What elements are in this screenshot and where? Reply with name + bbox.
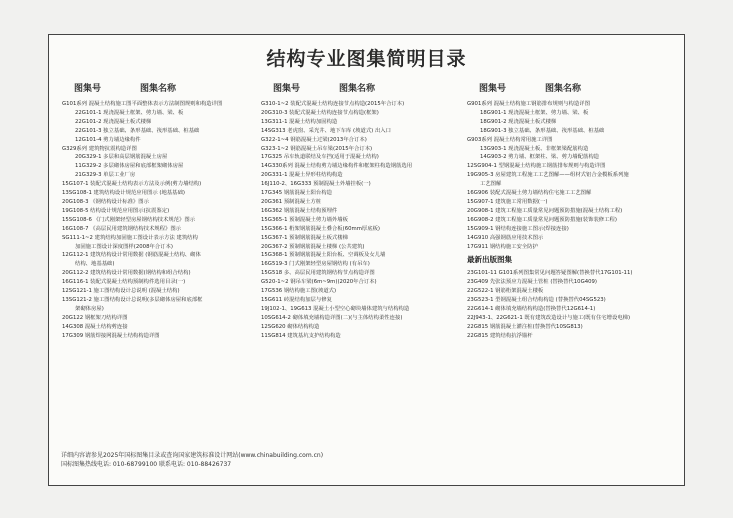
catalog-entry: 16G906 装配式混凝土剪力墙结构住宅施工工艺图解 bbox=[467, 190, 592, 197]
catalog-entry: 18G901-2 现浇混凝土板式楼梯 bbox=[480, 118, 557, 125]
catalog-entry: 20G310-3 装配式混凝土结构连接节点构造(框架) bbox=[261, 109, 379, 116]
catalog-entry: 15G909-1 钢结构连接施工图示(焊接连接) bbox=[467, 225, 569, 232]
catalog-entry: 加固施工图设计深度图样(2008年合订本) bbox=[75, 243, 173, 250]
column-2 bbox=[261, 81, 461, 340]
catalog-entry: 15G518 多、高层民用建筑钢结构节点构造详图 bbox=[261, 270, 375, 277]
catalog-entry: 17G309 钢筋焊接网混凝土结构构造详图 bbox=[62, 332, 160, 339]
catalog-entry: 12SG121-1 施工图结构设计总说明 (混凝土结构) bbox=[62, 288, 180, 295]
catalog-entry: 15G107-1 装配式混凝土结构表示方法及示例(剪力墙结构) bbox=[62, 181, 202, 188]
catalog-entry: 23G409 先张法预应力混凝土管桩 (替换替代10G409) bbox=[467, 279, 598, 286]
catalog-entry: G322-1~4 钢筋混凝土过梁(2013年合订本) bbox=[261, 136, 367, 143]
catalog-entry: 23G523-1 型钢混凝土组合结构构造 (替换替代04SG523) bbox=[467, 297, 606, 304]
header-name: 图集名称 bbox=[140, 84, 177, 94]
column-header bbox=[62, 81, 256, 94]
catalog-entry: 12G101-4 剪力墙边缘构件 bbox=[75, 136, 141, 143]
header-name: 图集名称 bbox=[545, 84, 582, 94]
header-number: 图集号 bbox=[74, 84, 102, 94]
catalog-entry: 22G101-1 现浇混凝土框架、剪力墙、梁、板 bbox=[75, 109, 184, 116]
catalog-entry: 15SG108-6 《门式刚架轻型房屋钢结构技术规范》图示 bbox=[62, 216, 196, 223]
catalog-entry: 20G361 预制混凝土方桩 bbox=[261, 198, 322, 205]
catalog-entry: 11SG814 建筑基坑支护结构构造 bbox=[261, 332, 341, 339]
catalog-entry: G329系列 建筑物抗震构造详图 bbox=[62, 145, 137, 152]
column-header bbox=[261, 81, 461, 94]
catalog-entry: 20G108-3 《钢结构设计标准》图示 bbox=[62, 198, 149, 205]
catalog-entry: 12G112-1 建筑结构设计常用数据 (钢筋混凝土结构、砌体 bbox=[62, 252, 201, 259]
catalog-entry: 16G116-1 装配式混凝土结构预制构件选用目录(一) bbox=[62, 279, 186, 286]
catalog-list bbox=[261, 100, 461, 340]
catalog-entry: 14SG313 老虎窗、采光井、地下车库 (坡道式) 出入口 bbox=[261, 127, 391, 134]
catalog-entry: 22J943-1、22G621-1 既有建筑改造设计与施工(既有住宅增设电梯) bbox=[467, 314, 631, 321]
catalog-entry: G903系列 混凝土结构常用施工详图 bbox=[467, 136, 553, 143]
catalog-entry: 20G908-1 建筑工程施工质量常见问题预防措施(混凝土结构工程) bbox=[467, 207, 623, 214]
catalog-entry: 20G122 钢框架刀结构详图 bbox=[62, 314, 128, 321]
catalog-entry: G520-1~2 钢吊车梁(6m~9m)(2020年合订本) bbox=[261, 279, 377, 286]
catalog-entry: 15G907-1 建筑施工常用数据(一) bbox=[467, 198, 548, 205]
catalog-entry: 17G911 钢结构施工安全防护 bbox=[467, 243, 538, 250]
footer-website-note: 详细内容请参见2025年国标图集目录或查询国家建筑标准设计网站(www.chinabuilding.com.cn) bbox=[61, 452, 324, 459]
catalog-entry: 19G905-3 房屋建筑工程施工工艺图解——组材式铝合金模板系列施 bbox=[467, 172, 629, 179]
catalog-entry: 13SG108-1 建筑结构设计规范应用图示 (地基基础) bbox=[62, 190, 185, 197]
catalog-frame bbox=[48, 34, 685, 486]
catalog-entry: 16G108-7 《高层民用建筑钢结构技术规程》图示 bbox=[62, 225, 182, 232]
catalog-entry: G901系列 混凝土结构施工钢筋排布规则与构造详图 bbox=[467, 101, 590, 107]
catalog-entry: 22G815 建筑结构抗浮锚杆 bbox=[467, 332, 533, 339]
catalog-entry: 22G815 钢筋混凝土灌注桩(替换替代10SG813) bbox=[467, 323, 583, 330]
catalog-entry: G323-1~2 钢筋混凝土吊车梁(2015年合订本) bbox=[261, 145, 373, 152]
page-title: 结构专业图集简明目录 bbox=[266, 48, 467, 70]
catalog-list bbox=[62, 100, 256, 340]
catalog-entry: 14G330系列 混凝土结构剪力墙边缘构件和框架柱构造钢筋选用 bbox=[261, 163, 413, 170]
catalog-entry: 16G362 钢筋混凝土结构预埋件 bbox=[261, 207, 338, 214]
catalog-entry: 12SG904-1 型钢混凝土结构施工钢筋排布规则与构造详图 bbox=[467, 163, 606, 170]
catalog-entry: 14G903-2 剪力墙、框架柱、梁、剪力墙配筋构造 bbox=[480, 154, 600, 161]
catalog-entry: 15G367-1 预制钢筋混凝土板式楼梯 bbox=[261, 234, 348, 241]
catalog-entry: 结构、地基基础) bbox=[75, 261, 115, 268]
catalog-entry: 15G368-1 预制钢筋混凝土阳台板、空调板及女儿墙 bbox=[261, 252, 386, 259]
footer bbox=[61, 451, 323, 469]
catalog-entry: 22G614-1 砌体填充墙结构构造(替换替代12G614-1) bbox=[467, 306, 596, 313]
column-3 bbox=[467, 81, 681, 341]
column-1 bbox=[62, 81, 256, 340]
catalog-entry: 20G112-2 建筑结构设计常用数据(钢结构和组合结构) bbox=[62, 270, 191, 277]
catalog-entry: 14G308 混凝土结构剪连接 bbox=[62, 323, 128, 330]
catalog-entry: 12SG620 砌体结构构造 bbox=[261, 323, 320, 330]
catalog-entry: 10SG614-2 砌体填充墙构造详图(二)(与主体结构柔性连接) bbox=[261, 314, 403, 321]
catalog-entry: 20G367-2 预制钢筋混凝土楼梯 (公共建筑) bbox=[261, 243, 365, 250]
catalog-entry: 14G910 高强钢筋应用技术图示 bbox=[467, 234, 544, 241]
catalog-entry: 架砌体房屋) bbox=[75, 305, 104, 312]
catalog-entry: 17G345 钢筋混凝土阳台构造 bbox=[261, 190, 332, 197]
catalog-entry: 13G311-1 混凝土结构加固构造 bbox=[261, 118, 338, 125]
catalog-entry: 11G329-2 多层砌体房屋和底部框架砌体房屋 bbox=[75, 163, 184, 170]
catalog-entry: 18G901-1 现浇混凝土框架、剪力墙、梁、板 bbox=[480, 109, 589, 116]
catalog-entry: 16G519-3 门式刚架轻型房屋钢结构 (有吊车) bbox=[261, 261, 370, 268]
catalog-entry: 20G329-1 多层和高层钢筋混凝土房屋 bbox=[75, 154, 168, 161]
catalog-list bbox=[467, 100, 681, 251]
catalog-entry: G101系列 混凝土结构施工图平面整体表示方法制图规则和构造详图 bbox=[62, 101, 223, 107]
header-number: 图集号 bbox=[479, 84, 507, 94]
catalog-entry: 13G903-1 现浇混凝土板、非框架梁配筋构造 bbox=[480, 145, 589, 152]
column-header bbox=[467, 81, 681, 94]
catalog-entry: 15G611 砖混结构加层与修复 bbox=[261, 296, 332, 303]
catalog-entry: 23G101-11 G101系列图集常见问题答疑图解(替换替代17G101-11) bbox=[467, 270, 633, 277]
footer-phone-line: 国标图集热线电话: 010-68799100 联系电话: 010-88426737 bbox=[61, 461, 232, 468]
catalog-entry: G310-1~2 装配式混凝土结构连接节点构造(2015年合订本) bbox=[261, 101, 405, 107]
catalog-entry: 16J110-2、16G333 预制混凝土外墙挂板(一) bbox=[261, 181, 371, 188]
catalog-entry: 22G522-1 钢筋桁架混凝土楼板 bbox=[467, 288, 544, 295]
catalog-entry: 22G101-2 现浇混凝土板式楼梯 bbox=[75, 118, 152, 125]
catalog-entry: 13SG121-2 施工图结构设计总说明(多层砌体房屋和底部框 bbox=[62, 296, 203, 303]
new-publications-list bbox=[467, 269, 681, 340]
catalog-entry: 21G329-3 单层工业厂房 bbox=[75, 172, 136, 179]
catalog-entry: 17G536 钢结构施工图(坡道式) bbox=[261, 288, 337, 295]
catalog-entry: SG111-1~2 建筑结构加固施工图设计表示方法 建筑结构 bbox=[62, 234, 198, 241]
catalog-entry: 15G366-1 桁架钢筋混凝土叠合板(60mm厚底板) bbox=[261, 225, 381, 232]
catalog-entry: 15G365-1 预制混凝土剪力墙外墙板 bbox=[261, 216, 348, 223]
header-name: 图集名称 bbox=[339, 84, 376, 94]
catalog-entry: 19J102-1、19G613 混凝土小型空心砌块墙体建筑与结构构造 bbox=[261, 305, 410, 312]
catalog-entry: 17G325 吊车轨道联结及车挡(适用于混凝土结构) bbox=[261, 154, 379, 161]
catalog-entry: 16G908-2 建筑工程施工质量常见问题预防措施(装饰装修工程) bbox=[467, 216, 617, 223]
catalog-entry: 工艺图解 bbox=[480, 181, 502, 188]
catalog-entry: 19G108-5 结构设计规范应用图示(抗震鉴定) bbox=[62, 207, 170, 214]
header-number: 图集号 bbox=[273, 84, 301, 94]
new-publications-heading: 最新出版图集 bbox=[467, 255, 512, 265]
catalog-entry: 22G101-3 独立基础、条形基础、筏形基础、桩基础 bbox=[75, 127, 200, 134]
catalog-entry: 18G901-3 独立基础、条形基础、筏形基础、桩基础 bbox=[480, 127, 605, 134]
catalog-entry: 20G331-1 混凝土异形柱结构构造 bbox=[261, 172, 343, 179]
